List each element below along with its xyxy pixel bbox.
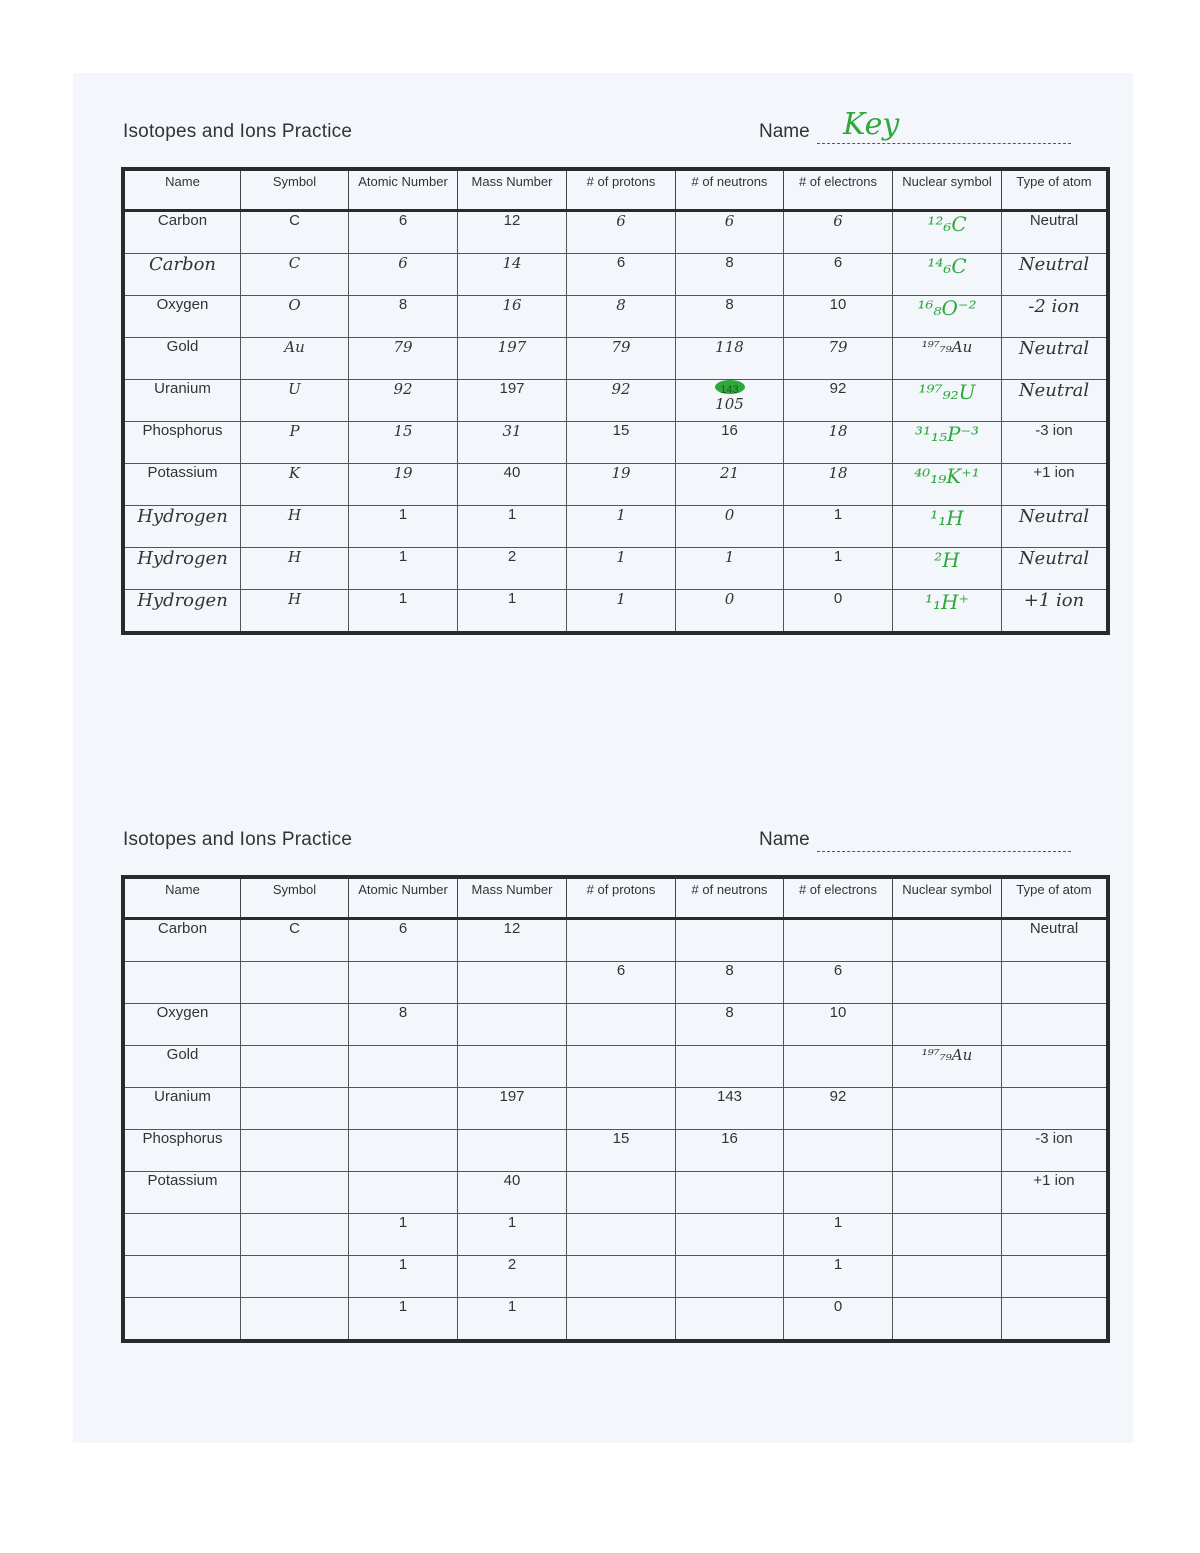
table-row — [123, 464, 1108, 506]
cell-nuclear-symbol — [893, 1298, 1002, 1342]
cell-protons: 8 — [567, 296, 676, 338]
name-value: Key — [843, 107, 900, 142]
cell-type-of-atom — [1002, 1046, 1109, 1088]
cell-neutrons — [676, 919, 784, 962]
cell-nuclear-symbol: ¹₁H⁺ — [893, 590, 1002, 634]
cell-protons: 15 — [567, 422, 676, 464]
cell-electrons: 1 — [784, 1214, 893, 1256]
cell-nuclear-symbol: ¹⁶₈O⁻² — [893, 296, 1002, 338]
cell-electrons: 92 — [784, 380, 893, 422]
table-row — [123, 380, 1108, 422]
cell-mass-number: 16 — [458, 296, 567, 338]
cell-protons — [567, 919, 676, 962]
cell-type-of-atom — [1002, 962, 1109, 1004]
cell-value: 105 — [715, 395, 744, 413]
cell-name: Phosphorus — [123, 422, 241, 464]
name-label: Name — [759, 829, 810, 850]
cell-type-of-atom: +1 ion — [1002, 1172, 1109, 1214]
cell-protons: 6 — [567, 211, 676, 254]
cell-symbol: Au — [241, 338, 349, 380]
cell-name: Gold — [123, 1046, 241, 1088]
cell-neutrons: 1 — [676, 548, 784, 590]
cell-nuclear-symbol: ¹₁H — [893, 506, 1002, 548]
cell-protons — [567, 1172, 676, 1214]
cell-electrons: 79 — [784, 338, 893, 380]
cell-atomic-number: 15 — [349, 422, 458, 464]
cell-neutrons — [676, 1172, 784, 1214]
table-row — [123, 1298, 1108, 1342]
header-nuclear-symbol: Nuclear symbol — [893, 877, 1002, 919]
cell-protons: 6 — [567, 962, 676, 1004]
header-row — [123, 877, 1108, 919]
cell-electrons: 1 — [784, 548, 893, 590]
cell-mass-number: 197 — [458, 380, 567, 422]
cell-electrons — [784, 1172, 893, 1214]
cell-nuclear-symbol — [893, 1256, 1002, 1298]
cell-name — [123, 1256, 241, 1298]
cell-electrons: 1 — [784, 506, 893, 548]
cell-neutrons: 143 — [676, 1088, 784, 1130]
cell-type-of-atom — [1002, 1088, 1109, 1130]
cell-symbol — [241, 962, 349, 1004]
cell-protons — [567, 1046, 676, 1088]
worksheet-title: Isotopes and Ions Practice — [123, 121, 353, 142]
cell-symbol — [241, 1172, 349, 1214]
cell-symbol: K — [241, 464, 349, 506]
name-line — [817, 143, 1071, 144]
cell-name: Uranium — [123, 1088, 241, 1130]
header-neutrons: # of neutrons — [676, 877, 784, 919]
table-row — [123, 1130, 1108, 1172]
cell-neutrons: 8 — [676, 1004, 784, 1046]
cell-electrons — [784, 1130, 893, 1172]
header-row — [123, 169, 1108, 211]
cell-symbol — [241, 1214, 349, 1256]
cell-symbol — [241, 1088, 349, 1130]
table-row — [123, 1256, 1108, 1298]
cell-neutrons: 16 — [676, 1130, 784, 1172]
cell-neutrons: 8 — [676, 254, 784, 296]
cell-protons: 79 — [567, 338, 676, 380]
cell-nuclear-symbol: ¹⁹⁷₇₉Au — [893, 338, 1002, 380]
cell-neutrons — [676, 380, 784, 422]
cell-protons: 6 — [567, 254, 676, 296]
cell-atomic-number: 92 — [349, 380, 458, 422]
table-row — [123, 506, 1108, 548]
cell-name — [123, 962, 241, 1004]
cell-nuclear-symbol — [893, 1214, 1002, 1256]
cell-type-of-atom: Neutral — [1002, 211, 1109, 254]
cell-type-of-atom: Neutral — [1002, 338, 1109, 380]
cell-mass-number: 1 — [458, 1214, 567, 1256]
cell-nuclear-symbol: ¹²₆C — [893, 211, 1002, 254]
header-name: Name — [123, 169, 241, 211]
cell-protons: 92 — [567, 380, 676, 422]
cell-protons: 1 — [567, 548, 676, 590]
name-label: Name — [759, 121, 810, 142]
cell-protons — [567, 1256, 676, 1298]
cell-mass-number: 197 — [458, 1088, 567, 1130]
cell-protons: 19 — [567, 464, 676, 506]
cell-neutrons — [676, 1046, 784, 1088]
cell-neutrons: 8 — [676, 296, 784, 338]
cell-nuclear-symbol: ¹⁹⁷₉₂U — [893, 380, 1002, 422]
table-row — [123, 338, 1108, 380]
cell-name — [123, 1214, 241, 1256]
table-row — [123, 296, 1108, 338]
cell-mass-number: 40 — [458, 1172, 567, 1214]
cell-name: Gold — [123, 338, 241, 380]
table-row — [123, 919, 1108, 962]
cell-atomic-number: 1 — [349, 506, 458, 548]
cell-mass-number: 12 — [458, 211, 567, 254]
cell-symbol — [241, 1046, 349, 1088]
name-field — [759, 827, 1071, 855]
cell-electrons: 6 — [784, 254, 893, 296]
table-row — [123, 1172, 1108, 1214]
cell-neutrons — [676, 1214, 784, 1256]
cell-nuclear-symbol — [893, 1172, 1002, 1214]
cell-atomic-number: 1 — [349, 1298, 458, 1342]
cell-mass-number: 40 — [458, 464, 567, 506]
cell-nuclear-symbol — [893, 962, 1002, 1004]
header-type-of-atom: Type of atom — [1002, 877, 1109, 919]
table-row — [123, 1004, 1108, 1046]
cell-atomic-number — [349, 962, 458, 1004]
cell-symbol: U — [241, 380, 349, 422]
crossed-out-value: 143 — [715, 380, 745, 394]
cell-symbol: C — [241, 919, 349, 962]
cell-neutrons — [676, 1298, 784, 1342]
header-electrons: # of electrons — [784, 877, 893, 919]
table-row — [123, 962, 1108, 1004]
header-symbol: Symbol — [241, 877, 349, 919]
cell-type-of-atom: Neutral — [1002, 919, 1109, 962]
cell-neutrons: 16 — [676, 422, 784, 464]
cell-atomic-number: 19 — [349, 464, 458, 506]
cell-type-of-atom: -3 ion — [1002, 422, 1109, 464]
blank-table — [121, 875, 1110, 1343]
cell-protons: 15 — [567, 1130, 676, 1172]
cell-atomic-number: 6 — [349, 211, 458, 254]
cell-name: Uranium — [123, 380, 241, 422]
cell-nuclear-symbol — [893, 1130, 1002, 1172]
cell-type-of-atom: Neutral — [1002, 380, 1109, 422]
cell-name: Potassium — [123, 464, 241, 506]
worksheet-page — [73, 73, 1133, 1443]
cell-type-of-atom — [1002, 1004, 1109, 1046]
cell-atomic-number: 6 — [349, 254, 458, 296]
cell-electrons: 6 — [784, 211, 893, 254]
cell-electrons: 1 — [784, 1256, 893, 1298]
header-type-of-atom: Type of atom — [1002, 169, 1109, 211]
cell-mass-number: 1 — [458, 590, 567, 634]
answer-key-table — [121, 167, 1110, 635]
cell-electrons — [784, 919, 893, 962]
cell-protons — [567, 1004, 676, 1046]
cell-symbol: H — [241, 506, 349, 548]
header-electrons: # of electrons — [784, 169, 893, 211]
cell-name: Hydrogen — [123, 590, 241, 634]
cell-neutrons: 6 — [676, 211, 784, 254]
cell-name: Oxygen — [123, 1004, 241, 1046]
cell-name: Carbon — [123, 919, 241, 962]
cell-nuclear-symbol: ⁴⁰₁₉K⁺¹ — [893, 464, 1002, 506]
cell-mass-number: 14 — [458, 254, 567, 296]
cell-mass-number — [458, 1046, 567, 1088]
cell-nuclear-symbol: ²H — [893, 548, 1002, 590]
cell-symbol: H — [241, 548, 349, 590]
cell-type-of-atom: Neutral — [1002, 506, 1109, 548]
table-row — [123, 422, 1108, 464]
cell-atomic-number: 8 — [349, 1004, 458, 1046]
table-row — [123, 590, 1108, 634]
header-name: Name — [123, 877, 241, 919]
cell-atomic-number: 8 — [349, 296, 458, 338]
cell-atomic-number — [349, 1130, 458, 1172]
cell-electrons: 92 — [784, 1088, 893, 1130]
cell-neutrons — [676, 1256, 784, 1298]
table-row — [123, 211, 1108, 254]
cell-atomic-number — [349, 1172, 458, 1214]
cell-mass-number: 2 — [458, 548, 567, 590]
table-row — [123, 254, 1108, 296]
cell-mass-number: 1 — [458, 1298, 567, 1342]
table-row — [123, 1046, 1108, 1088]
header-protons: # of protons — [567, 877, 676, 919]
cell-mass-number — [458, 1004, 567, 1046]
cell-neutrons: 21 — [676, 464, 784, 506]
cell-symbol: H — [241, 590, 349, 634]
header-symbol: Symbol — [241, 169, 349, 211]
cell-mass-number: 1 — [458, 506, 567, 548]
cell-neutrons: 0 — [676, 590, 784, 634]
cell-electrons: 18 — [784, 464, 893, 506]
cell-type-of-atom — [1002, 1298, 1109, 1342]
cell-atomic-number: 1 — [349, 1256, 458, 1298]
cell-name: Phosphorus — [123, 1130, 241, 1172]
cell-mass-number: 2 — [458, 1256, 567, 1298]
cell-neutrons: 0 — [676, 506, 784, 548]
name-field — [759, 107, 1071, 147]
cell-symbol — [241, 1256, 349, 1298]
cell-name: Carbon — [123, 254, 241, 296]
header-protons: # of protons — [567, 169, 676, 211]
cell-atomic-number — [349, 1088, 458, 1130]
cell-name: Oxygen — [123, 296, 241, 338]
cell-atomic-number — [349, 1046, 458, 1088]
cell-type-of-atom — [1002, 1214, 1109, 1256]
cell-symbol: C — [241, 211, 349, 254]
cell-nuclear-symbol — [893, 919, 1002, 962]
cell-atomic-number: 1 — [349, 548, 458, 590]
cell-symbol — [241, 1130, 349, 1172]
cell-name: Hydrogen — [123, 548, 241, 590]
cell-electrons: 10 — [784, 296, 893, 338]
cell-protons — [567, 1088, 676, 1130]
table-row — [123, 548, 1108, 590]
cell-nuclear-symbol: ³¹₁₅P⁻³ — [893, 422, 1002, 464]
cell-mass-number: 31 — [458, 422, 567, 464]
cell-electrons — [784, 1046, 893, 1088]
name-line — [817, 851, 1071, 852]
table-row — [123, 1214, 1108, 1256]
cell-name — [123, 1298, 241, 1342]
cell-type-of-atom: Neutral — [1002, 254, 1109, 296]
cell-atomic-number: 79 — [349, 338, 458, 380]
cell-protons: 1 — [567, 590, 676, 634]
cell-type-of-atom: -2 ion — [1002, 296, 1109, 338]
cell-mass-number: 197 — [458, 338, 567, 380]
cell-atomic-number: 6 — [349, 919, 458, 962]
worksheet-title: Isotopes and Ions Practice — [123, 829, 353, 850]
cell-electrons: 0 — [784, 590, 893, 634]
cell-protons — [567, 1214, 676, 1256]
cell-neutrons: 118 — [676, 338, 784, 380]
cell-type-of-atom: Neutral — [1002, 548, 1109, 590]
cell-name: Hydrogen — [123, 506, 241, 548]
cell-electrons: 10 — [784, 1004, 893, 1046]
cell-type-of-atom — [1002, 1256, 1109, 1298]
cell-mass-number: 12 — [458, 919, 567, 962]
cell-nuclear-symbol — [893, 1088, 1002, 1130]
cell-symbol: C — [241, 254, 349, 296]
cell-name: Potassium — [123, 1172, 241, 1214]
cell-nuclear-symbol: ¹⁴₆C — [893, 254, 1002, 296]
cell-protons — [567, 1298, 676, 1342]
cell-electrons: 6 — [784, 962, 893, 1004]
cell-neutrons: 8 — [676, 962, 784, 1004]
table-row — [123, 1088, 1108, 1130]
cell-atomic-number: 1 — [349, 1214, 458, 1256]
cell-symbol: O — [241, 296, 349, 338]
cell-mass-number — [458, 1130, 567, 1172]
cell-electrons: 0 — [784, 1298, 893, 1342]
header-mass-number: Mass Number — [458, 877, 567, 919]
header-atomic-number: Atomic Number — [349, 169, 458, 211]
cell-symbol: P — [241, 422, 349, 464]
cell-type-of-atom: +1 ion — [1002, 464, 1109, 506]
cell-nuclear-symbol — [893, 1004, 1002, 1046]
cell-mass-number — [458, 962, 567, 1004]
cell-nuclear-symbol: ¹⁹⁷₇₉Au — [893, 1046, 1002, 1088]
cell-type-of-atom: -3 ion — [1002, 1130, 1109, 1172]
cell-atomic-number: 1 — [349, 590, 458, 634]
cell-name: Carbon — [123, 211, 241, 254]
cell-electrons: 18 — [784, 422, 893, 464]
header-nuclear-symbol: Nuclear symbol — [893, 169, 1002, 211]
cell-symbol — [241, 1004, 349, 1046]
header-mass-number: Mass Number — [458, 169, 567, 211]
cell-protons: 1 — [567, 506, 676, 548]
header-atomic-number: Atomic Number — [349, 877, 458, 919]
cell-type-of-atom: +1 ion — [1002, 590, 1109, 634]
header-neutrons: # of neutrons — [676, 169, 784, 211]
cell-symbol — [241, 1298, 349, 1342]
